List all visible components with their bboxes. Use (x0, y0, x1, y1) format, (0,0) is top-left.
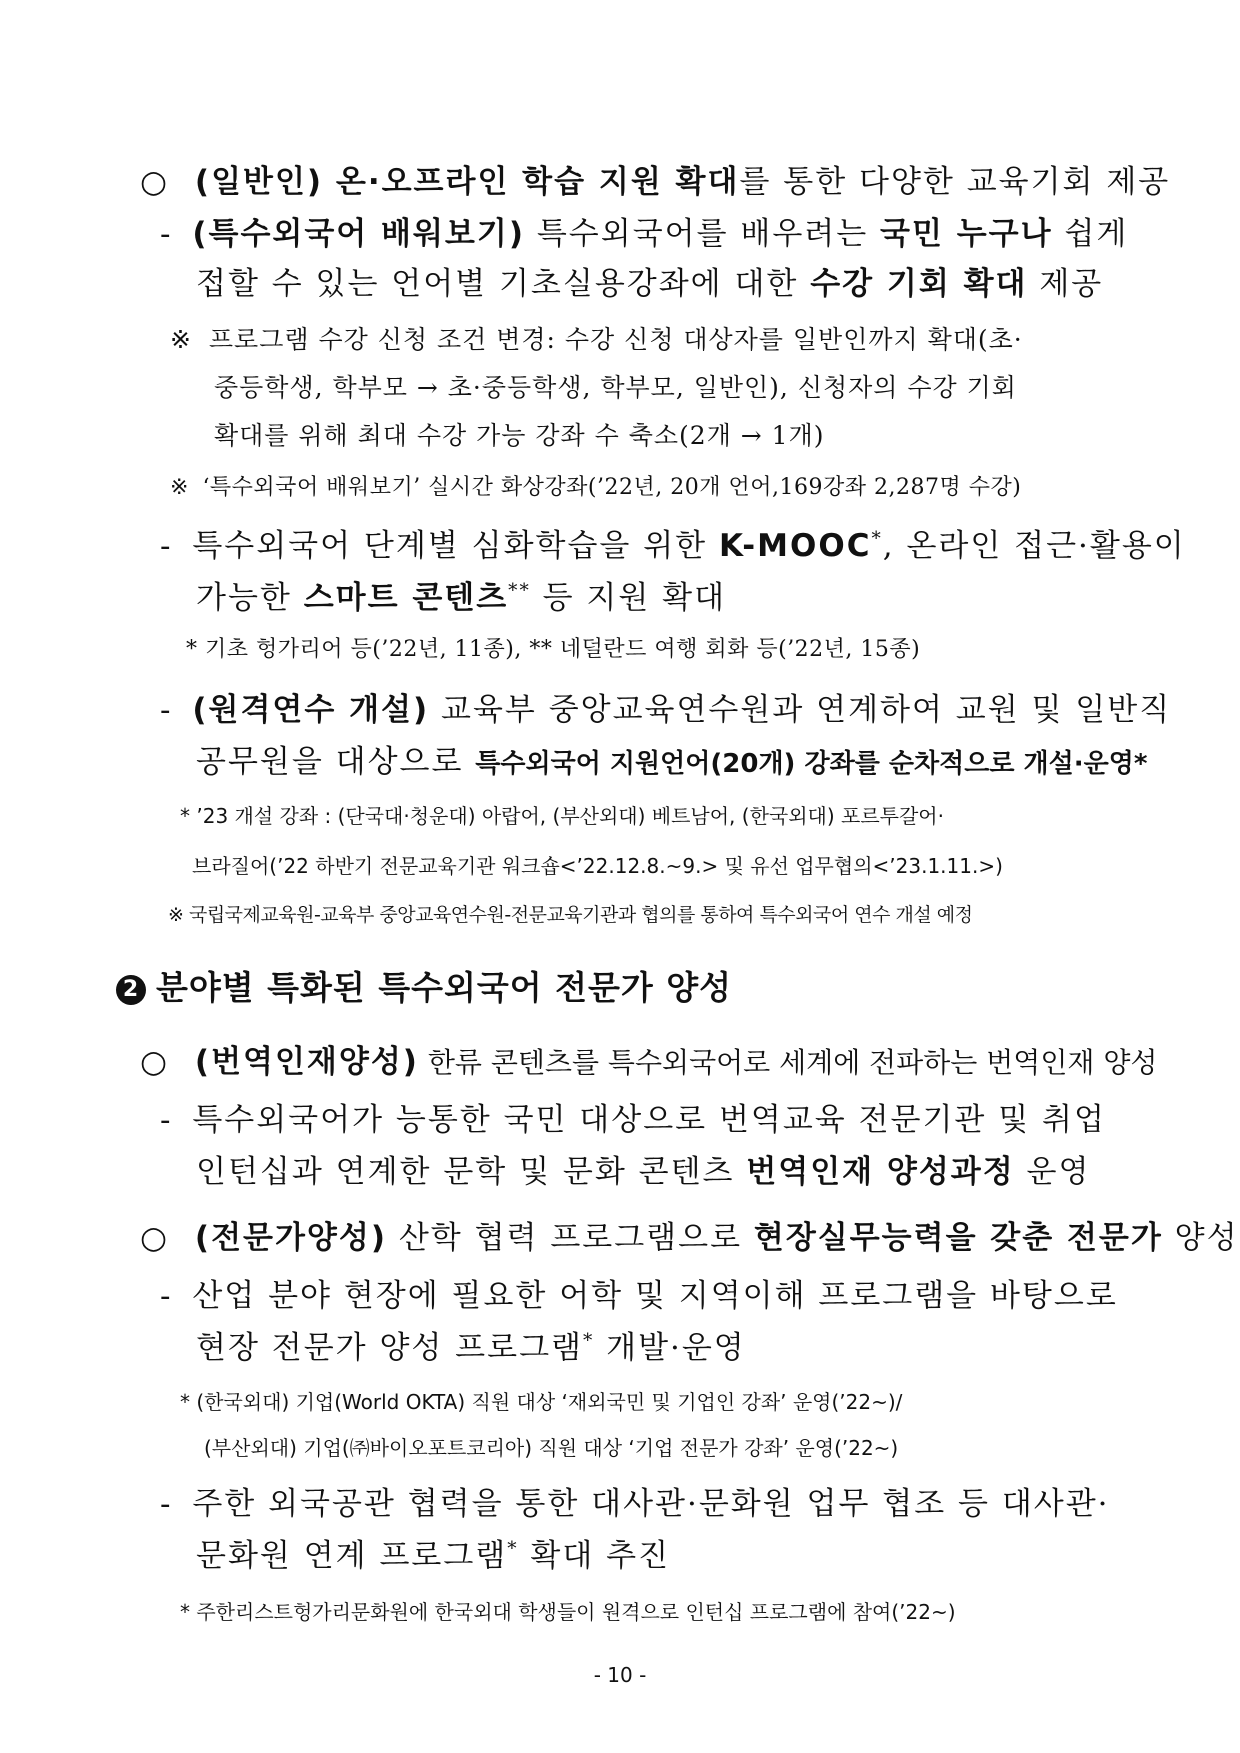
footnote-text: * 주한리스트헝가리문화원에 한국외대 학생들이 원격으로 인턴십 프로그램에 참여(’22~) (180, 1600, 956, 1624)
dash-item-kmooc (160, 520, 1186, 565)
note-program-change-l3 (214, 416, 825, 452)
dash-emphasis: K-MOOC (718, 528, 872, 564)
dash-text: 인턴십과 연계한 문학 및 문화 콘텐츠 (196, 1154, 747, 1190)
bullet-title: (번역인재양성) (194, 1044, 419, 1080)
footnote-remote (180, 800, 944, 829)
dash-text: 접할 수 있는 언어별 기초실용강좌에 대한 (196, 266, 811, 302)
bullet-translator (140, 1036, 1157, 1081)
dash-text: , 온라인 접근·활용이 (882, 528, 1186, 564)
bullet-title: (일반인) 온·오프라인 학습 지원 확대 (194, 164, 740, 200)
bullet-mark: ○ (140, 1044, 170, 1080)
dash-text: 개발·운영 (594, 1330, 746, 1366)
dash-text: 주한 외국공관 협력을 통한 대사관·문화원 업무 협조 등 대사관· (192, 1486, 1110, 1522)
footnote-text: * 기초 헝가리어 등(’22년, 11종), ** 네덜란드 여행 회화 등(’22년, 15종) (186, 637, 921, 662)
dash-mark: - (160, 1486, 173, 1522)
dash-mark: - (160, 1278, 173, 1314)
footnote-marker: ** (508, 580, 531, 602)
dash-text: 공무원을 대상으로 (196, 744, 476, 780)
bullet-general (140, 156, 1170, 201)
dash-text: 특수외국어가 능통한 국민 대상으로 번역교육 전문기관 및 취업 (192, 1102, 1106, 1138)
footnote-embassy (180, 1596, 956, 1625)
note-mark: ※ (170, 325, 192, 354)
note-training-plan (168, 900, 972, 927)
note-text: 중등학생, 학부모 → 초·중등학생, 학부모, 일반인), 신청자의 수강 기회 (214, 373, 1017, 402)
dash-title: (특수외국어 배워보기) (192, 216, 525, 252)
dash-item-remote-cont (196, 736, 1147, 781)
footnote-text: * ’23 개설 강좌 : (단국대·청운대) 아랍어, (부산외대) 베트남어, (한국외대) 포르투갈어· (180, 804, 944, 828)
bullet-mark: ○ (140, 1220, 170, 1256)
footnote-marker: * (582, 1330, 595, 1352)
note-program-change (170, 320, 1023, 356)
dash-text: 쉽게 (1052, 216, 1129, 252)
dash-emphasis: 특수외국어 지원언어(20개) 강좌를 순차적으로 개설·운영* (475, 749, 1148, 779)
section-number-badge: 2 (116, 975, 146, 1005)
dash-mark: - (160, 692, 173, 728)
bullet-title: (전문가양성) (194, 1220, 387, 1256)
footnote-contents (186, 632, 920, 663)
dash-item-translation (160, 1094, 1106, 1139)
footnote-text: * (한국외대) 기업(World OKTA) 직원 대상 ‘재외국민 및 기업인 강좌’ 운영(’22~)/ (180, 1390, 903, 1414)
bullet-text: 를 통한 다양한 교육기회 제공 (739, 164, 1171, 200)
bullet-text: 한류 콘텐츠를 특수외국어로 세계에 전파하는 번역인재 양성 (418, 1046, 1158, 1079)
dash-text: 교육부 중앙교육연수원과 연계하여 교원 및 일반직 (429, 692, 1172, 728)
section-heading (116, 962, 732, 1009)
bullet-mark: ○ (140, 164, 170, 200)
dash-text: 현장 전문가 양성 프로그램 (196, 1330, 583, 1366)
page-number (0, 1663, 1240, 1687)
dash-item-learn (160, 208, 1128, 253)
note-live-lecture (170, 470, 1021, 501)
footnote-marker: * (507, 1538, 519, 1560)
bullet-text: 산학 협력 프로그램으로 (387, 1220, 754, 1256)
footnote-industry-l2 (204, 1432, 898, 1461)
dash-text: 특수외국어를 배우려는 (525, 216, 881, 252)
dash-emphasis: 국민 누구나 (880, 216, 1053, 252)
dash-text: 제공 (1027, 266, 1104, 302)
dash-item-embassy (160, 1478, 1110, 1523)
dash-mark: - (160, 1102, 173, 1138)
dash-mark: - (160, 528, 173, 564)
dash-text: 등 지원 확대 (530, 580, 727, 616)
footnote-text: 브라질어(’22 하반기 전문교육기관 워크숍<’22.12.8.~9.> 및 유선 업무협의<’23.1.11.>) (192, 854, 1003, 878)
dash-emphasis: 수강 기회 확대 (810, 266, 1028, 302)
dash-text: 특수외국어 단계별 심화학습을 위한 (192, 528, 719, 564)
dash-item-kmooc-cont (196, 572, 726, 617)
dash-text: 문화원 연계 프로그램 (196, 1538, 508, 1574)
footnote-remote-l2 (192, 850, 1003, 879)
note-text: 프로그램 수강 신청 조건 변경: 수강 신청 대상자를 일반인까지 확대(초· (208, 325, 1023, 354)
bullet-expert (140, 1212, 1239, 1257)
dash-text: 운영 (1014, 1154, 1091, 1190)
dash-emphasis: 번역인재 양성과정 (746, 1154, 1015, 1190)
dash-text: 산업 분야 현장에 필요한 어학 및 지역이해 프로그램을 바탕으로 (192, 1278, 1118, 1314)
note-text: ‘특수외국어 배워보기’ 실시간 화상강좌(’22년, 20개 언어,169강좌 2,287명 수강) (202, 475, 1022, 500)
dash-item-translation-cont (196, 1146, 1090, 1191)
footnote-industry (180, 1386, 902, 1415)
dash-item-remote (160, 684, 1171, 729)
dash-item-learn-cont (196, 258, 1103, 303)
bullet-emphasis: 현장실무능력을 갖춘 전문가 (753, 1220, 1163, 1256)
dash-text: 가능한 (196, 580, 304, 616)
page-number-text: - 10 - (593, 1663, 647, 1687)
dash-emphasis: 스마트 콘텐츠 (303, 580, 509, 616)
dash-title: (원격연수 개설) (192, 692, 430, 728)
dash-item-embassy-cont (196, 1530, 670, 1575)
footnote-marker: * (871, 528, 883, 550)
note-mark: ※ (170, 475, 189, 500)
note-text: ※ 국립국제교육원-교육부 중앙교육연수원-전문교육기관과 협의를 통하여 특수외국어 연수 개설 예정 (168, 904, 973, 926)
dash-mark: - (160, 216, 173, 252)
dash-text: 확대 추진 (518, 1538, 671, 1574)
note-text: 확대를 위해 최대 수강 가능 강좌 수 축소(2개 → 1개) (214, 421, 825, 450)
dash-item-industry (160, 1270, 1118, 1315)
section-title: 분야별 특화된 특수외국어 전문가 양성 (156, 968, 733, 1007)
footnote-text: (부산외대) 기업(㈜바이오포트코리아) 직원 대상 ‘기업 전문가 강좌’ 운영(’22~) (204, 1436, 899, 1460)
bullet-text: 양성 (1162, 1220, 1239, 1256)
dash-item-industry-cont (196, 1322, 746, 1367)
note-program-change-l2 (214, 368, 1017, 404)
